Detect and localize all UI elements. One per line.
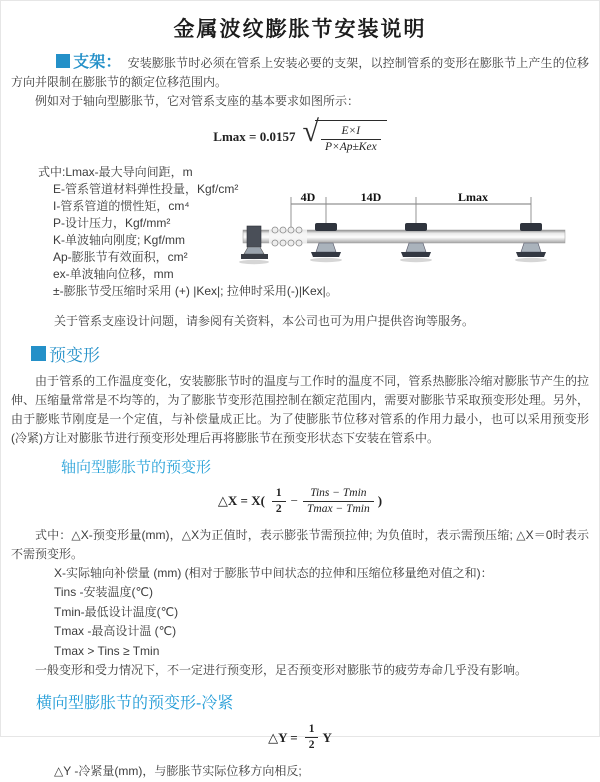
symbol-definitions-block [9, 164, 591, 310]
variable-line: Tmin-最低设计温度(℃) [54, 604, 179, 619]
preform-paragraph: 由于管系的工作温度变化，安装膨胀节时的温度与工作时的温度不同，管系热膨胀冷缩对膨胀节产生的拉伸、压缩量常常是不均等的，为了膨胀节变形范围控制在额定范围内，需要对膨胀节采取预变形处理。另外，由于膨账节刚度是一个定值，与补偿量成正比。为了使膨胀节位移对管系的作用力最小，也可以采用预变形(冷紧)方让对膨胀节进行预变形处理后再将膨胀节在预变形状态下安装在管系中。 [11, 373, 589, 445]
fraction-denominator: 2 [305, 737, 319, 753]
definition-line: 式中:Lmax-最大导向间距，m [38, 164, 193, 179]
definition-line: ±-膨胀节受压缩时采用 (+) |Kex|; 拉伸时采用(-)|Kex|。 [53, 283, 338, 298]
variable-line: X-实际轴向补偿量 (mm) (相对于膨胀节中间状态的拉伸和压缩位移量绝对值之和)： [54, 565, 493, 580]
axial-preform-formula [9, 486, 591, 517]
formula-fraction-temp [303, 486, 374, 517]
sqrt-expression [302, 115, 386, 155]
formula-fraction-half [305, 722, 319, 753]
axial-variable-list [9, 564, 591, 662]
preform-section-heading [31, 341, 591, 366]
support-example-line: 例如对于轴向型膨胀节，它对管系支座的基本要求如图所示： [35, 94, 360, 108]
fraction-denominator: P×Ap±Kex [321, 139, 381, 155]
support-heading-label: 支架： [73, 54, 122, 71]
fraction-denominator: 2 [272, 501, 286, 517]
lateral-formula-explanation: △Y -冷紧量(mm)，与膨胀节实际位移方向相反; [54, 764, 302, 779]
lateral-preform-subheading: 横向型膨胀节的预变形-冷紧 [36, 695, 234, 713]
formula-fraction-half [272, 486, 286, 517]
page-title: 金属波纹膨胀节安装说明 [173, 18, 427, 41]
support-section-heading [56, 54, 122, 71]
support-note-line: 关于管系支座设计问题，请参阅有关资料，本公司也可为用户提供咨询等服务。 [54, 313, 475, 328]
guide-spacing-formula [9, 115, 591, 155]
axial-note-line: 一般变形和受力情况下，不一定进行预变形，足否预变形对膨胀节的疲劳寿命几乎没有影响。 [35, 663, 528, 678]
formula-y-rhs: Y [322, 729, 332, 745]
radical-sign: √ [302, 115, 319, 148]
lateral-preform-formula [9, 722, 591, 753]
definition-line: P-设计压力，Kgf/mm² [53, 215, 171, 230]
dim-label-14d: 14D [360, 189, 382, 204]
formula-dy-lhs: △Y = [268, 729, 298, 745]
formula-close-paren: ) [377, 493, 383, 509]
definition-line: I-管系管道的惯性矩，cm⁴ [53, 198, 190, 213]
fraction-denominator: Tmax − Tmin [303, 501, 374, 517]
section-bullet-square-icon [56, 54, 70, 68]
axial-preform-subheading: 轴向型膨胀节的预变形 [61, 458, 212, 476]
formula-lmax-lhs: Lmax = 0.0157 [213, 129, 296, 145]
dim-label-4d: 4D [300, 189, 316, 204]
pipe-support-diagram [239, 190, 591, 284]
definition-line: Ap-膨胀节有效面积，cm² [53, 249, 188, 264]
section-bullet-square-icon [31, 346, 46, 361]
support-intro-text: 安装膨胀节时必须在管系上安装必要的支架，以控制管系的变形在膨胀节上产生的位移方向并限制在膨胀节的额定位移范围内。 [11, 56, 589, 89]
definition-line: E-管系管道材料弹性投量，Kgf/cm² [53, 181, 239, 196]
dim-label-lmax: Lmax [458, 189, 488, 204]
minus-operator: − [290, 493, 299, 509]
fraction-numerator: Tins − Tmin [310, 486, 367, 499]
fraction-numerator: 1 [275, 486, 282, 499]
sqrt-body [315, 120, 387, 155]
formula-dx-lhs: △X = X( [217, 493, 265, 509]
fraction-numerator: 1 [308, 723, 315, 736]
definition-line: K-单波轴向刚度; Kgf/mm [53, 232, 186, 247]
formula-fraction [321, 124, 381, 155]
support-intro-paragraph [11, 53, 589, 92]
definition-line: ex-单波轴向位移，mm [53, 266, 174, 281]
variable-line: Tmax -最高设计温 (℃) [54, 624, 177, 639]
axial-formula-explanation: 式中：△X-预变形量(mm)，△X为正值时，表示膨张节需预拉伸; 为负值时，表示需预压缩; △X＝0时表示不需预变形。 [11, 527, 589, 561]
variable-line: Tins -安装温度(℃) [54, 585, 154, 600]
variable-line: Tmax > Tins ≥ Tmin [54, 643, 160, 658]
bellows-icon [269, 227, 307, 246]
preform-heading-label: 预变形 [49, 345, 100, 365]
fraction-numerator: E×I [341, 125, 361, 137]
